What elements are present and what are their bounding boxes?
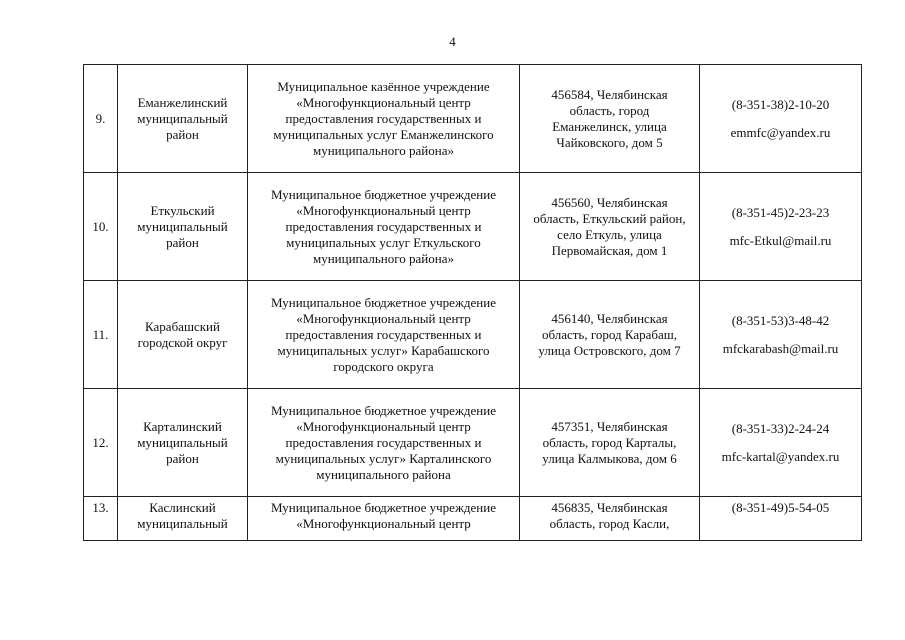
- address-line: село Еткуль, улица: [557, 226, 662, 242]
- phone-number: (8-351-45)2-23-23: [731, 204, 830, 220]
- contact-spacer: [703, 221, 858, 233]
- contact-spacer: [703, 113, 858, 125]
- district-name-line: Карталинский: [143, 418, 222, 434]
- contact-spacer: [703, 329, 858, 341]
- page-number: 4: [449, 34, 456, 49]
- contact-cell: [700, 281, 862, 389]
- district-cell: [118, 389, 248, 497]
- institution-cell: [248, 65, 520, 173]
- institution-name-line: предоставления государственных и: [285, 110, 482, 126]
- phone-number: (8-351-49)5-54-05: [731, 500, 830, 515]
- row-number: 11.: [92, 326, 109, 342]
- phone-number: (8-351-33)2-24-24: [731, 420, 830, 436]
- address-line: 456140, Челябинская: [551, 310, 668, 326]
- row-number: 13.: [92, 500, 109, 515]
- institution-name-line: Муниципальное бюджетное учреждение: [271, 402, 496, 418]
- address-line: улица Калмыкова, дом 6: [542, 450, 677, 466]
- district-cell: [118, 497, 248, 541]
- district-name-line: муниципальный: [137, 218, 228, 234]
- email-address: mfc-kartal@yandex.ru: [721, 448, 840, 464]
- institution-name-line: муниципального района»: [313, 250, 454, 266]
- institution-name-line: муниципальных услуг Еманжелинского: [273, 126, 494, 142]
- email-address: mfc-Etkul@mail.ru: [729, 232, 832, 248]
- district-name-line: Карабашский: [145, 318, 220, 334]
- address-line: улица Островского, дом 7: [538, 342, 681, 358]
- institution-name-line: «Многофункциональный центр: [296, 418, 471, 434]
- institution-name-line: Муниципальное бюджетное учреждение: [271, 294, 496, 310]
- email-address: mfckarabash@mail.ru: [722, 340, 839, 356]
- institution-name-line: Муниципальное бюджетное учреждение: [271, 500, 496, 515]
- institution-name-line: Муниципальное бюджетное учреждение: [271, 186, 496, 202]
- contact-cell: [700, 65, 862, 173]
- address-line: Первомайская, дом 1: [551, 242, 668, 258]
- address-cell: [520, 389, 700, 497]
- row-number-cell: [84, 65, 118, 173]
- institution-name-line: муниципальных услуг» Карталинского: [275, 450, 492, 466]
- institution-name-line: муниципального района: [316, 466, 451, 482]
- address-line: Чайковского, дом 5: [556, 134, 663, 150]
- district-name-line: муниципальный: [137, 110, 228, 126]
- district-name-line: Каслинский: [149, 500, 216, 515]
- contact-cell: [700, 497, 862, 541]
- district-cell: [118, 65, 248, 173]
- row-number-cell: [84, 281, 118, 389]
- table-row: [84, 497, 862, 541]
- address-line: 457351, Челябинская: [551, 418, 668, 434]
- mfc-registry-table: [83, 64, 862, 541]
- table-row: [84, 173, 862, 281]
- address-cell: [520, 65, 700, 173]
- email-address: emmfc@yandex.ru: [730, 124, 831, 140]
- institution-name-line: «Многофункциональный центр: [296, 310, 471, 326]
- table-row: [84, 281, 862, 389]
- address-line: Еманжелинск, улица: [552, 118, 667, 134]
- institution-name-line: «Многофункциональный центр: [296, 94, 471, 110]
- institution-name-line: муниципальных услуг» Карабашского: [277, 342, 490, 358]
- address-line: 456560, Челябинская: [551, 194, 668, 210]
- address-line: область, город Карталы,: [542, 434, 677, 450]
- phone-number: (8-351-53)3-48-42: [731, 312, 830, 328]
- district-cell: [118, 281, 248, 389]
- district-name-line: Еманжелинский: [137, 94, 228, 110]
- institution-name-line: муниципальных услуг Еткульского: [286, 234, 481, 250]
- district-name-line: муниципальный: [137, 434, 228, 450]
- institution-name-line: городского округа: [333, 358, 434, 374]
- institution-cell: [248, 281, 520, 389]
- institution-name-line: Муниципальное казённое учреждение: [277, 78, 490, 94]
- institution-name-line: предоставления государственных и: [285, 434, 482, 450]
- row-number: 9.: [95, 110, 106, 126]
- address-line: 456584, Челябинская: [551, 86, 668, 102]
- address-cell: [520, 497, 700, 541]
- institution-cell: [248, 173, 520, 281]
- contact-cell: [700, 389, 862, 497]
- institution-name-line: предоставления государственных и: [285, 326, 482, 342]
- row-number-cell: [84, 173, 118, 281]
- row-number-cell: [84, 497, 118, 541]
- institution-cell: [248, 497, 520, 541]
- address-line: область, Еткульский район,: [533, 210, 686, 226]
- district-name-line: район: [166, 450, 199, 466]
- address-line: область, город Карабаш,: [541, 326, 678, 342]
- institution-name-line: муниципального района»: [313, 142, 454, 158]
- table-row: [84, 389, 862, 497]
- district-name-line: Еткульский: [150, 202, 215, 218]
- district-name-line: муниципальный: [137, 516, 228, 531]
- table-row: [84, 65, 862, 173]
- address-cell: [520, 173, 700, 281]
- row-number: 12.: [92, 434, 109, 450]
- institution-name-line: «Многофункциональный центр: [296, 202, 471, 218]
- institution-name-line: «Многофункциональный центр: [296, 516, 471, 531]
- registry-table-body: [84, 65, 862, 541]
- row-number: 10.: [92, 218, 109, 234]
- district-name-line: район: [166, 126, 199, 142]
- phone-number: (8-351-38)2-10-20: [731, 96, 830, 112]
- institution-name-line: предоставления государственных и: [285, 218, 482, 234]
- district-cell: [118, 173, 248, 281]
- row-number-cell: [84, 389, 118, 497]
- address-line: область, город: [569, 102, 650, 118]
- district-name-line: район: [166, 234, 199, 250]
- address-cell: [520, 281, 700, 389]
- district-name-line: городской округ: [137, 334, 228, 350]
- contact-cell: [700, 173, 862, 281]
- address-line: 456835, Челябинская: [551, 500, 668, 515]
- contact-spacer: [703, 437, 858, 449]
- institution-cell: [248, 389, 520, 497]
- address-line: область, город Касли,: [549, 516, 670, 531]
